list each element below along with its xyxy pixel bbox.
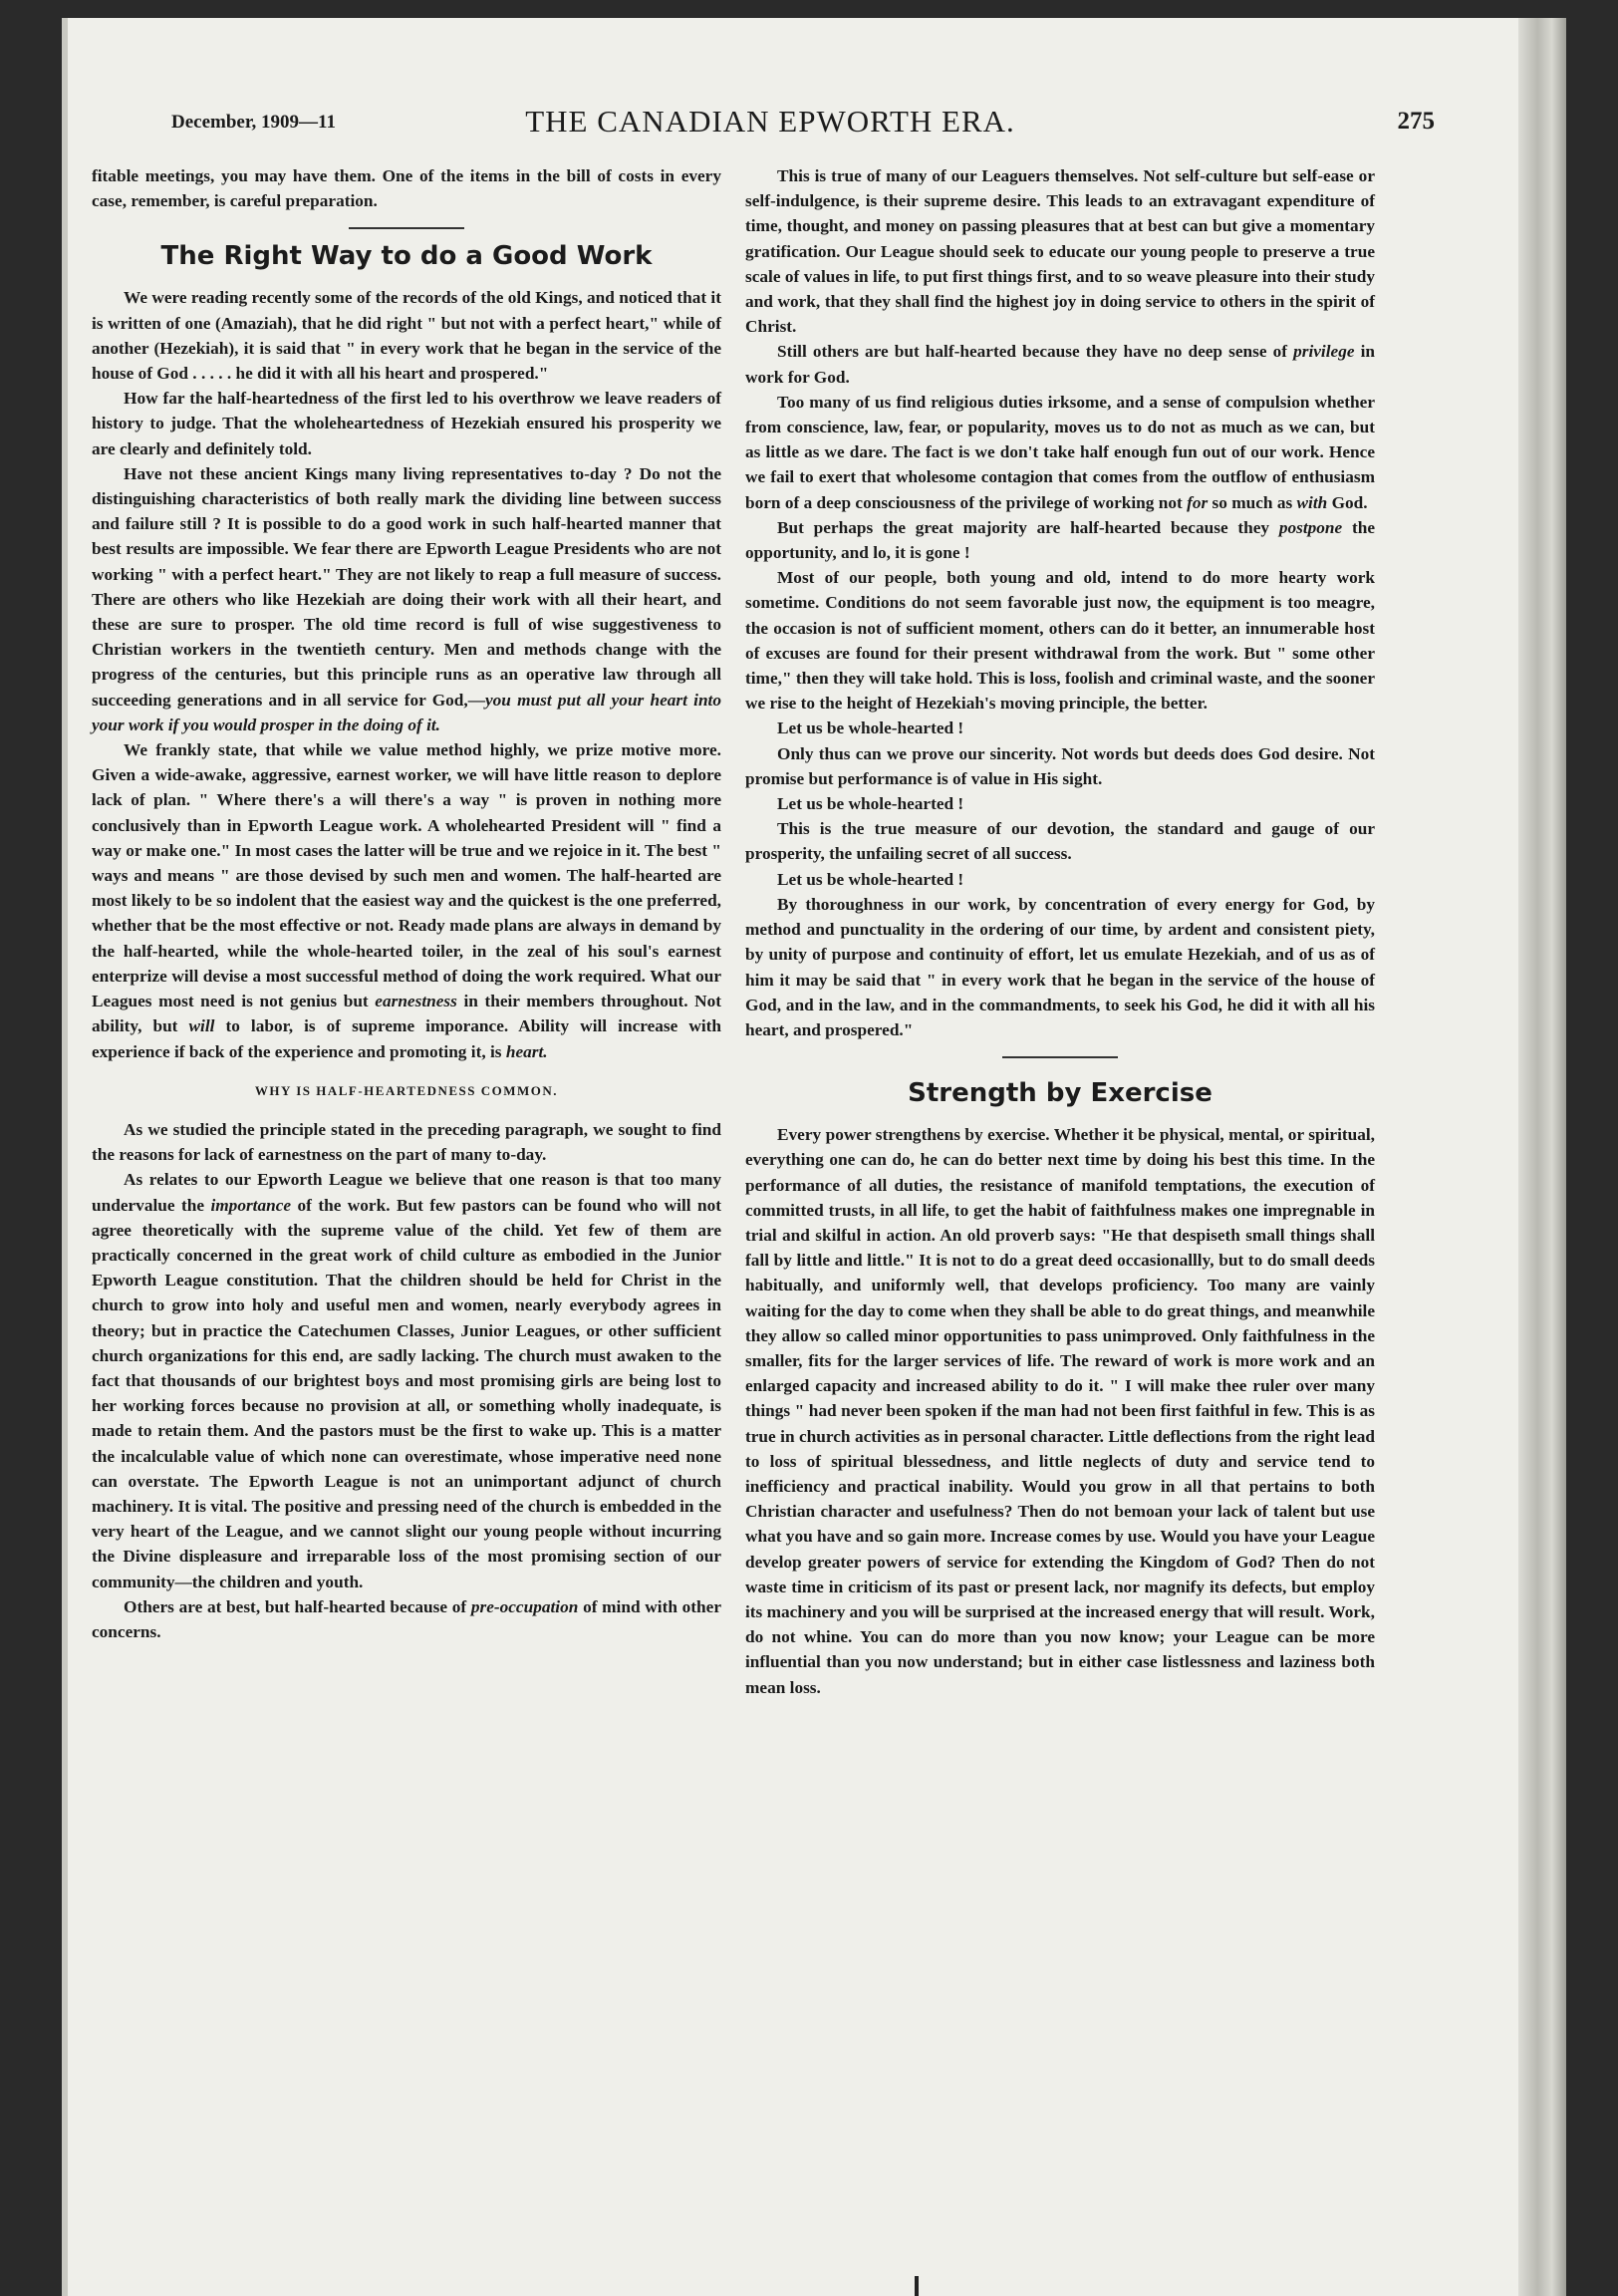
emphasis: earnestness	[375, 992, 457, 1011]
paragraph-text: As relates to our Epworth League we believe that one reason is that too many undervalue the	[92, 1170, 721, 1215]
paragraph-text: to labor, is of supreme imporance. Ability will increase with experience if back of the experience and promoting it, is	[92, 1016, 721, 1061]
issue-date: December, 1909—11	[171, 112, 336, 133]
opening-paragraph: fitable meetings, you may have them. One of the items in the bill of costs in every case, remember, is careful preparation.	[92, 166, 721, 211]
article-heading-right-way: The Right Way to do a Good Work	[160, 241, 653, 272]
running-head	[106, 104, 1435, 144]
section-divider	[349, 227, 464, 229]
paragraph-text: of mind with other concerns.	[92, 1596, 721, 1641]
paragraph-text: so much as	[1208, 492, 1297, 512]
paragraph-text: Too many of us find religious duties irksome, and a sense of compulsion whether from conscience, law, fear, or popularity, moves us to do not as much as we can, but as little as we dare. The fact is we don't take half enough fun out of our work. Hence we fail to exert that wholesome contagion that comes from the outflow of enthusiasm born of a deep consciousness of the privilege of working not	[745, 392, 1375, 512]
emphasis: postpone	[1278, 517, 1343, 537]
right-column	[745, 163, 1375, 1700]
paragraph	[92, 1594, 721, 1644]
left-column	[92, 163, 721, 1644]
emphasis: for	[1187, 492, 1209, 512]
section-divider	[1002, 1056, 1118, 1058]
binding-spine	[1518, 18, 1566, 2296]
paragraph-text: God.	[1327, 492, 1368, 512]
emphasis: pre-occupation	[470, 1596, 579, 1616]
paragraph	[92, 1167, 721, 1593]
subheading: WHY IS HALF-HEARTEDNESS COMMON.	[254, 1082, 559, 1098]
paragraph: Most of our people, both young and old, intend to do more hearty work sometime. Conditions do not seem favorable just now, the equipment is too meagre, the occasion is not of sufficient moment, others can do it better, an innumerable host of excuses are found for their present withdrawal from the work. But " some other time," then they will take hold. This is loss, foolish and criminal waste, and the sooner we rise to the height of Hezekiah's moving principle, the better.	[745, 568, 1375, 714]
emphasis: heart.	[505, 1041, 548, 1061]
paragraph: Let us be whole-hearted !	[777, 718, 964, 738]
paragraph: By thoroughness in our work, by concentration of every energy for God, by method and punctuality in the ordering of our time, by ardent and consistent piety, by unity of purpose and continuity of effort, let us emulate Hezekiah, and of us as of him it may be said that " in every work that he began in the service of the house of God, and in the law, and in the commandments, to seek his God, he did it with all his heart, and prospered."	[745, 894, 1375, 1039]
paragraph	[745, 390, 1375, 515]
paragraph-text: the opportunity, and lo, it is gone !	[745, 517, 1376, 563]
crop-mark	[915, 2276, 919, 2296]
emphasis: privilege	[1293, 342, 1355, 362]
emphasis: importance	[210, 1195, 292, 1215]
emphasis: you must put all your heart into your work if you would prosper in the doing of it.	[92, 690, 721, 734]
paragraph-text: Have not these ancient Kings many living representatives to-day ? Do not the distinguishing characteristics of both really mark the dividing line between success and failure still ? It is possible to do a good work in such half-hearted manner that best results are impossible. We fear there are Epworth League Presidents who are not working " with a perfect heart." They are not likely to reap a full measure of success. There are others who like Hezekiah are doing their work with all their heart, and these are sure to prosper. The old time record is full of wise suggestiveness to Christian workers in the twentieth century. Men and methods change with the progress of the centuries, but this principle runs as an operative law through all succeeding generations and in all service for God,—	[92, 463, 721, 710]
paragraph-text: We frankly state, that while we value method highly, we prize motive more. Given a wide-awake, aggressive, earnest worker, we will have little reason to deplore lack of plan. " Where there's a will there's a way " is proven in nothing more conclusively than in Epworth League work. A wholehearted President will " find a way or make one." In most cases the latter will be true and we rejoice in it. The best " ways and means " are those devised by such men and women. The half-hearted are most likely to be so indolent that the easiest way and the quickest is the one preferred, whether that be the most effective or not. Ready made plans are always in demand by the half-hearted, while the whole-hearted toiler, in the zeal of his soul's earnest enterprize will devise a most successful method of doing the work required. What our Leagues most need is not genius but	[92, 740, 721, 1011]
paragraph: Every power strengthens by exercise. Whether it be physical, mental, or spiritual, everything one can do, he can do better next time by doing his best this time. In the performance of all duties, the resistance of manifold temptations, the execution of committed trusts, in all life, to get the habit of faithfulness makes one impregnable in trial and skilful in action. An old proverb says: "He that despiseth small things shall fall by little and little." It is not to do a great deed occasionallly, but to do small deeds habitually, and uniformly well, that develops proficiency. Too many are vainly waiting for the day to come when they shall be able to do great things, and meanwhile they allow so called minor opportunities to pass unimproved. Only faithfulness in the smaller, fits for the larger services of life. The reward of work is more work and an enlarged capacity and increased ability to do it. " I will make thee ruler over many things " had never been spoken if the man had not been first faithful in few. This is as true in church activities as in personal character. Little deflections from the right lead to loss of spiritual blessedness, and little neglects of duty and service tend to inefficiency and practical inability. Would you grow in all that pertains to both Christian character and usefulness? Then do not bemoan your lack of talent but use what you have and so gain more. Increase comes by use. Would you have your League develop greater powers of service for extending the Kingdom of God? Then do not waste time in criticism of its past or present lack, nor magnify its defects, but employ its machinery and you will be surprised at the increased energy that will result. Work, do not whine. You can do more than you now know; your League can be more influential than you now understand; but in either case listlessness and laziness both mean loss.	[745, 1125, 1375, 1697]
paragraph	[745, 339, 1375, 389]
paragraph: As we studied the principle stated in the preceding paragraph, we sought to find the reasons for lack of earnestness on the part of many to-day.	[92, 1119, 721, 1165]
paragraph-text: But perhaps the great majority are half-hearted because they	[777, 517, 1279, 537]
paragraph: Let us be whole-hearted !	[777, 869, 964, 889]
paragraph: How far the half-heartedness of the first led to his overthrow we leave readers of history to judge. That the wholeheartedness of Hezekiah ensured his prosperity we are clearly and definitely told.	[92, 389, 721, 458]
emphasis: will	[188, 1016, 215, 1036]
paragraph-text: of the work. But few pastors can be found who will not agree theoretically with the supreme value of the child. Yet few of them are practically concerned in the great work of child culture as embodied in the Junior Epworth League constitution. That the children should be held for Christ in the church to grow into holy and useful men and women, nearly everybody agrees in theory; but in practice the Catechumen Classes, Junior Leagues, or other sufficient church organizations for this end, are sadly lacking. The church must awaken to the fact that thousands of our brightest boys and most promising girls are being lost to her working forces because no provision at all, or something wholly inadequate, is made to retain them. And the pastors must be the first to wake up. This is a matter the incalculable value of which none can overestimate, whose imperative need none can overstate. The Epworth League is not an unimportant adjunct of church machinery. It is vital. The positive and pressing need of the church is embedded in the very heart of the League, and we cannot slight our young people without incurring the Divine displeasure and irreparable loss of the most promising section of our community—the children and youth.	[92, 1195, 721, 1591]
paragraph-text: in their members throughout. Not ability, but	[92, 992, 721, 1036]
paragraph: This is true of many of our Leaguers themselves. Not self-culture but self-ease or self-indulgence, is their supreme desire. This leads to an extravagant expenditure of time, thought, and money on passing pleasures that at best can but give a momentary gratification. Our League should seek to educate our young people to preserve a true scale of values in life, to put first things first, and to so weave pleasure into their study and work, that they shall find the highest joy in doing service to others in the spirit of Christ.	[745, 166, 1375, 337]
paragraph	[92, 737, 721, 1064]
page-number: 275	[1397, 108, 1435, 135]
paragraph-text: in work for God.	[745, 342, 1375, 387]
paragraph: We were reading recently some of the records of the old Kings, and noticed that it is written of one (Amaziah), that he did right " but not with a perfect heart," while of another (Hezekiah), it is said that " in every work that he began in the service of the house of God . . . . . he did it with all his heart and prospered."	[92, 288, 721, 384]
publication-title: THE CANADIAN EPWORTH ERA.	[525, 104, 1015, 139]
article-heading-strength-by-exercise: Strength by Exercise	[908, 1078, 1213, 1109]
paragraph-text: Others are at best, but half-hearted because of	[124, 1596, 471, 1616]
paragraph	[92, 461, 721, 737]
paragraph: Let us be whole-hearted !	[777, 794, 964, 814]
paragraph: Only thus can we prove our sincerity. Not words but deeds does God desire. Not promise but performance is of value in His sight.	[745, 743, 1375, 788]
paragraph: This is the true measure of our devotion, the standard and gauge of our prosperity, the unfailing secret of all success.	[745, 819, 1375, 864]
paragraph-text: Still others are but half-hearted because they have no deep sense of	[777, 342, 1294, 362]
paragraph	[745, 515, 1375, 565]
emphasis: with	[1296, 492, 1328, 512]
